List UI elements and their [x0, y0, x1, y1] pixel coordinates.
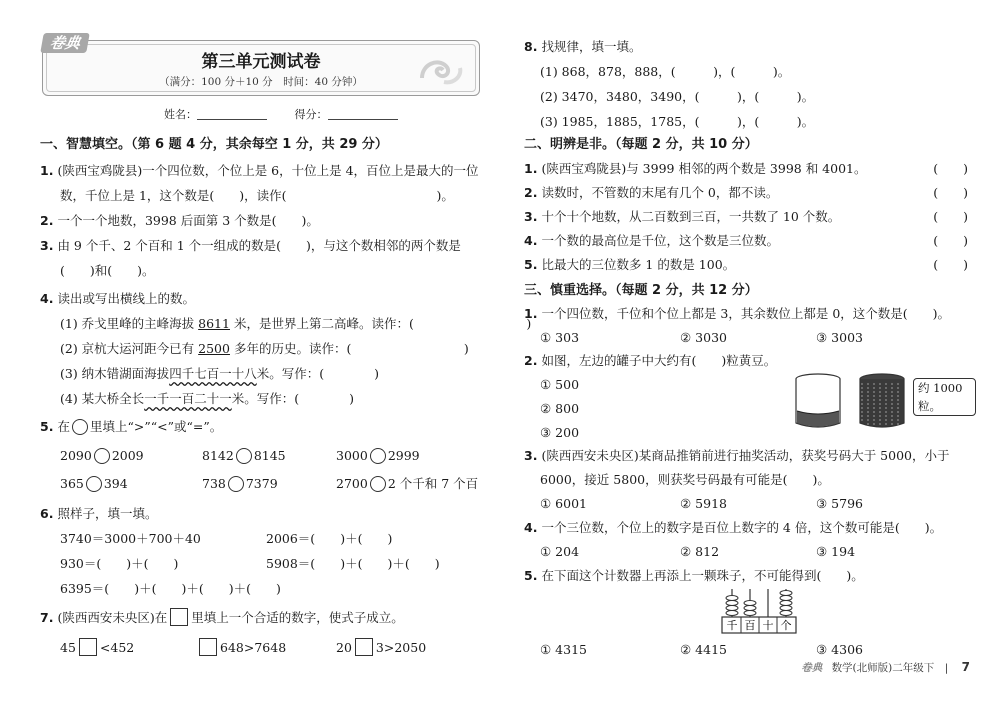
abacus-icon — [720, 587, 800, 637]
q4-2: (2) 京杭大运河距今已有 2500 多年的历史。读作：( ) — [60, 341, 469, 356]
q6-example: 3740＝3000＋700＋40 — [60, 531, 201, 546]
left-jar-icon — [796, 374, 840, 427]
q7: 7. (陕西西安未央区)在 里填上一个合适的数字，使式子成立。 — [40, 610, 404, 625]
section-2-heading: 二、明辨是非。（每题 2 分，共 10 分） — [524, 137, 758, 152]
bean-jars-figure — [790, 373, 910, 431]
mc-q1: 1. 一个四位数，千位和个位上都是 3，其余数位上都是 0，这个数是( )。 — [524, 306, 951, 321]
q8-2[interactable]: (2) 3470，3480，3490，( )，( )。 — [540, 89, 815, 104]
q6-item-1[interactable]: 2006＝( )＋( ) — [266, 531, 393, 546]
jar-count-label: 约 1000 粒。 — [913, 378, 976, 416]
page-subtitle: （满分：100 分＋10 分 时间：40 分钟） — [159, 76, 363, 88]
abacus-label-tens: 十 — [762, 619, 774, 632]
compare-circle — [72, 419, 88, 435]
section-3-heading: 三、慎重选择。（每题 2 分，共 12 分） — [524, 283, 758, 298]
mc-q1-opt-2[interactable]: ② 3030 — [680, 330, 727, 345]
mc-q5: 5. 在下面这个计数器上再添上一颗珠子，不可能得到( )。 — [524, 568, 864, 583]
q4: 4. 读出或写出横线上的数。 — [40, 291, 195, 306]
q6-item-2[interactable]: 930＝( )＋( ) — [60, 556, 179, 571]
q6-item-3[interactable]: 5908＝( )＋( )＋( ) — [266, 556, 440, 571]
mc-q3-opt-1[interactable]: ① 6001 — [540, 496, 587, 511]
page-footer — [801, 660, 970, 675]
left-column — [36, 0, 532, 706]
footer-logo: 卷典 — [801, 662, 823, 674]
q4-4: (4) 某大桥全长一千一百二十一米。写作：( ) — [60, 391, 354, 406]
mc-q3-opt-2[interactable]: ② 5918 — [680, 496, 727, 511]
right-column — [520, 0, 976, 706]
mc-q2-opt-1[interactable]: ① 500 — [540, 377, 580, 392]
mc-q3-line-b: 6000，接近 5800，则获奖号码最有可能是( )。 — [540, 472, 830, 487]
footer-text: 数学(北师版)二年级下 | — [831, 662, 949, 674]
page-number: 7 — [961, 660, 970, 674]
q8-3[interactable]: (3) 1985，1885，1785，( )，( )。 — [540, 114, 815, 129]
mc-q2-opt-2[interactable]: ② 800 — [540, 401, 580, 416]
page-title: 第三单元测试卷 — [201, 52, 321, 72]
tf-item-1[interactable]: 1. (陕西宝鸡陇县)与 3999 相邻的两个数是 3998 和 4001。 ( ) — [524, 161, 968, 176]
q4-3: (3) 纳木错湖面海拔四千七百一十八米。写作：( ) — [60, 366, 379, 381]
mc-q1-opt-3[interactable]: ③ 3003 — [816, 330, 863, 345]
q5-item-4[interactable]: 365 394 — [60, 476, 128, 491]
right-jar-icon — [860, 374, 904, 427]
q5-item-5[interactable]: 738 7379 — [202, 476, 278, 491]
tf-item-2[interactable]: 2. 读数时，不管数的末尾有几个 0，都不读。 ( ) — [524, 185, 968, 200]
q4-1: (1) 乔戈里峰的主峰海拔 8611 米，是世界上第二高峰。读作：( ) — [60, 316, 532, 331]
mc-q5-opt-1[interactable]: ① 4315 — [540, 642, 587, 657]
mc-q4-opt-1[interactable]: ① 204 — [540, 544, 580, 559]
mc-q5-opt-3[interactable]: ③ 4306 — [816, 642, 863, 657]
mc-q3-line-a: 3. (陕西西安未央区)某商品推销前进行抽奖活动，获奖号码大于 5000，小于 — [524, 448, 950, 463]
mc-q4-opt-3[interactable]: ③ 194 — [816, 544, 856, 559]
answer-box — [170, 608, 188, 626]
abacus-label-ones: 个 — [780, 619, 792, 632]
q1-line-b: 数，千位上是 1，这个数是( )，读作( )。 — [60, 188, 454, 203]
q5-item-2[interactable]: 8142 8145 — [202, 448, 286, 463]
mc-q3-opt-3[interactable]: ③ 5796 — [816, 496, 863, 511]
name-field[interactable]: 姓名： 得分： — [164, 106, 398, 124]
q5-item-1[interactable]: 2090 2009 — [60, 448, 144, 463]
q2: 2. 一个一个地数，3998 后面第 3 个数是( )。 — [40, 213, 319, 228]
q6: 6. 照样子，填一填。 — [40, 506, 158, 521]
q3-line-b: ( )和( )。 — [60, 263, 155, 278]
abacus-label-thousands: 千 — [726, 619, 738, 632]
mc-q4: 4. 一个三位数，个位上的数字是百位上数字的 4 倍，这个数可能是( )。 — [524, 520, 943, 535]
tf-item-4[interactable]: 4. 一个数的最高位是千位，这个数是三位数。 ( ) — [524, 233, 968, 248]
q7-item-3[interactable]: 20 3>2050 — [336, 640, 427, 655]
mc-q1-opt-1[interactable]: ① 303 — [540, 330, 580, 345]
mc-q2: 2. 如图，左边的罐子中大约有( )粒黄豆。 — [524, 353, 777, 368]
q8: 8. 找规律，填一填。 — [524, 39, 642, 54]
q7-item-1[interactable]: 45 <452 — [60, 640, 135, 655]
mc-q2-opt-3[interactable]: ③ 200 — [540, 425, 580, 440]
q5: 5. 在 里填上“>”“<”或“=”。 — [40, 419, 223, 434]
q6-item-4[interactable]: 6395＝( )＋( )＋( )＋( ) — [60, 581, 281, 596]
q8-1[interactable]: (1) 868，878，888，( )，( )。 — [540, 64, 791, 79]
q5-item-6[interactable]: 2700 2 个千和 7 个百 — [336, 476, 479, 491]
q1-line-a: 1. (陕西宝鸡陇县)一个四位数，个位上是 6，十位上是 4，百位上是最大的一位 — [40, 163, 479, 178]
q5-item-3[interactable]: 3000 2999 — [336, 448, 420, 463]
q7-item-2[interactable]: 648>7648 — [196, 638, 286, 657]
brand-logo: 卷典 — [40, 33, 90, 53]
mc-q5-opt-2[interactable]: ② 4415 — [680, 642, 727, 657]
mc-q4-opt-2[interactable]: ② 812 — [680, 544, 720, 559]
tf-item-3[interactable]: 3. 十个十个地数，从二百数到三百，一共数了 10 个数。 ( ) — [524, 209, 968, 224]
q3-line-a: 3. 由 9 个千、2 个百和 1 个一组成的数是( )，与这个数相邻的两个数是 — [40, 238, 461, 253]
abacus-label-hundreds: 百 — [744, 619, 756, 632]
section-1-heading: 一、智慧填空。（第 6 题 4 分，其余每空 1 分，共 29 分） — [40, 137, 388, 152]
tf-item-5[interactable]: 5. 比最大的三位数多 1 的数是 100。 ( ) — [524, 257, 968, 272]
